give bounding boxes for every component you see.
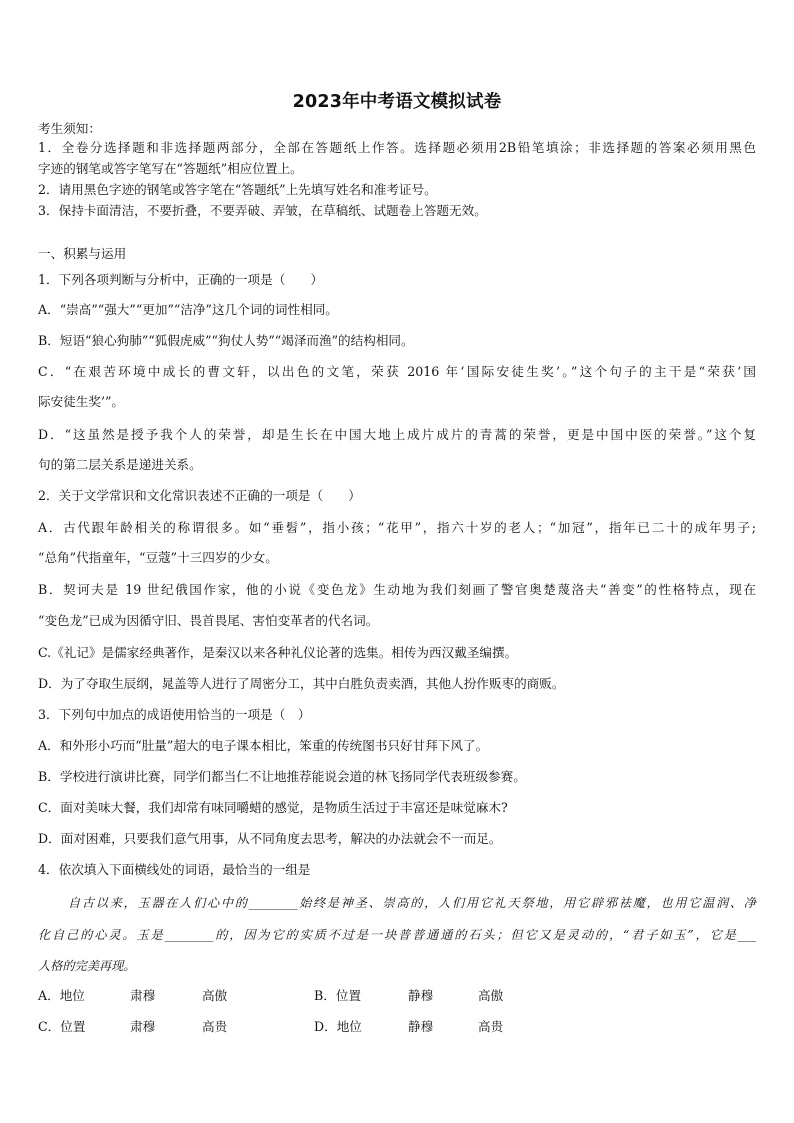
q2-option-d: D．为了夺取生辰纲，晁盖等人进行了周密分工，其中白胜负责卖酒，其他人扮作贩枣的商贩。 — [38, 676, 565, 691]
q1-option-c-cont: 际安徒生奖’”。 — [38, 394, 125, 409]
q4-option-a-word-2: 肃穆 — [130, 988, 156, 1003]
q4-option-c-word-3: 高贵 — [202, 1019, 228, 1034]
notice-item-3: 3．保持卡面清洁，不要折叠，不要弄破、弄皱，在草稿纸、试题卷上答题无效。 — [38, 203, 487, 218]
q4-option-a-word-3: 高傲 — [202, 988, 228, 1003]
q4-stem: 4．依次填入下面横线处的词语，最恰当的一组是 — [38, 862, 311, 877]
q3-option-d: D．面对困难，只要我们意气用事，从不同角度去思考，解决的办法就会不一而足。 — [38, 831, 502, 846]
q3-stem: 3．下列句中加点的成语使用恰当的一项是（ ） — [38, 707, 311, 722]
q2-stem: 2．关于文学常识和文化常识表述不正确的一项是（ ） — [38, 488, 361, 503]
q2-option-c: C.《礼记》是儒家经典著作，是秦汉以来各种礼仪论著的选集。相传为西汉戴圣编撰。 — [38, 645, 518, 660]
q4-option-d-word-2: 静穆 — [408, 1019, 434, 1034]
q4-option-b: B．位置 — [314, 988, 362, 1003]
q1-option-b: B．短语“狼心狗肺”“狐假虎威”“狗仗人势”“竭泽而渔”的结构相同。 — [38, 333, 414, 348]
notice-heading: 考生须知： — [38, 121, 101, 136]
q4-passage-line-2: 化自己的心灵。玉是________的，因为它的实质不过是一块普普通通的石头；但它又是灵动的，“君子如玉”，它是___ — [38, 928, 756, 942]
q4-option-d: D．地位 — [314, 1019, 362, 1034]
page-title: 2023年中考语文模拟试卷 — [292, 92, 502, 112]
q2-option-b: B．契诃夫是 19 世纪俄国作家，他的小说《变色龙》生动地为我们刻画了警官奥楚蔑洛夫“善变”的性格特点，现在 — [38, 582, 756, 597]
q4-option-b-word-2: 静穆 — [408, 988, 434, 1003]
q3-option-c: C．面对美味大餐，我们却常有味同嚼蜡的感觉，是物质生活过于丰富还是味觉麻木? — [38, 800, 508, 815]
q4-option-c-word-2: 肃穆 — [130, 1019, 156, 1034]
q4-passage-line-1: 自古以来，玉器在人们心中的________始终是神圣、崇高的，人们用它礼天祭地，用它辟邪祛魔，也用它温润、净 — [68, 896, 756, 910]
q1-option-a: A．“崇高”“强大”“更加”“洁净”这几个词的词性相同。 — [38, 302, 338, 317]
q4-passage-line-3: 人格的完美再现。 — [38, 959, 136, 973]
notice-item-1-cont: 字迹的钢笔或答字笔写在“答题纸”相应位置上。 — [38, 161, 303, 176]
q2-option-b-cont: “变色龙”已成为因循守旧、畏首畏尾、害怕变革者的代名词。 — [38, 613, 379, 628]
notice-item-1: 1．全卷分选择题和非选择题两部分，全部在答题纸上作答。选择题必须用2B铅笔填涂；非选择题的答案必须用黑色 — [38, 140, 756, 155]
q4-option-a: A．地位 — [38, 988, 85, 1003]
q1-option-d-cont: 句的第二层关系是递进关系。 — [38, 457, 202, 472]
q4-option-c: C．位置 — [38, 1019, 86, 1034]
q3-option-a: A．和外形小巧而“肚量”超大的电子课本相比，笨重的传统图书只好甘拜下风了。 — [38, 738, 489, 753]
q4-option-d-word-3: 高贵 — [478, 1019, 504, 1034]
q1-stem: 1．下列各项判断与分析中，正确的一项是（ ） — [38, 272, 324, 287]
q4-option-b-word-3: 高傲 — [478, 988, 504, 1003]
q2-option-a-cont: “总角”代指童年，“豆蔻”十三四岁的少女。 — [38, 550, 278, 565]
q3-option-b: B．学校进行演讲比赛，同学们都当仁不让地推荐能说会道的林飞扬同学代表班级参赛。 — [38, 769, 526, 784]
q1-option-d: D．“这虽然是授予我个人的荣誉，却是生长在中国大地上成片成片的青蒿的荣誉，更是中国中医的荣誉。”这个复 — [38, 427, 756, 442]
section-heading: 一、积累与运用 — [38, 246, 127, 261]
q1-option-c: C．“在艰苦环境中成长的曹文轩，以出色的文笔，荣获 2016 年‘国际安徒生奖’。”这个句子的主干是“荣获‘国 — [38, 364, 756, 379]
q2-option-a: A．古代跟年龄相关的称谓很多。如“垂髫”，指小孩；“花甲”，指六十岁的老人；“加冠”，指年已二十的成年男子; — [38, 520, 756, 535]
notice-item-2: 2．请用黑色字迹的钢笔或答字笔在“答题纸”上先填写姓名和准考证号。 — [38, 182, 437, 197]
